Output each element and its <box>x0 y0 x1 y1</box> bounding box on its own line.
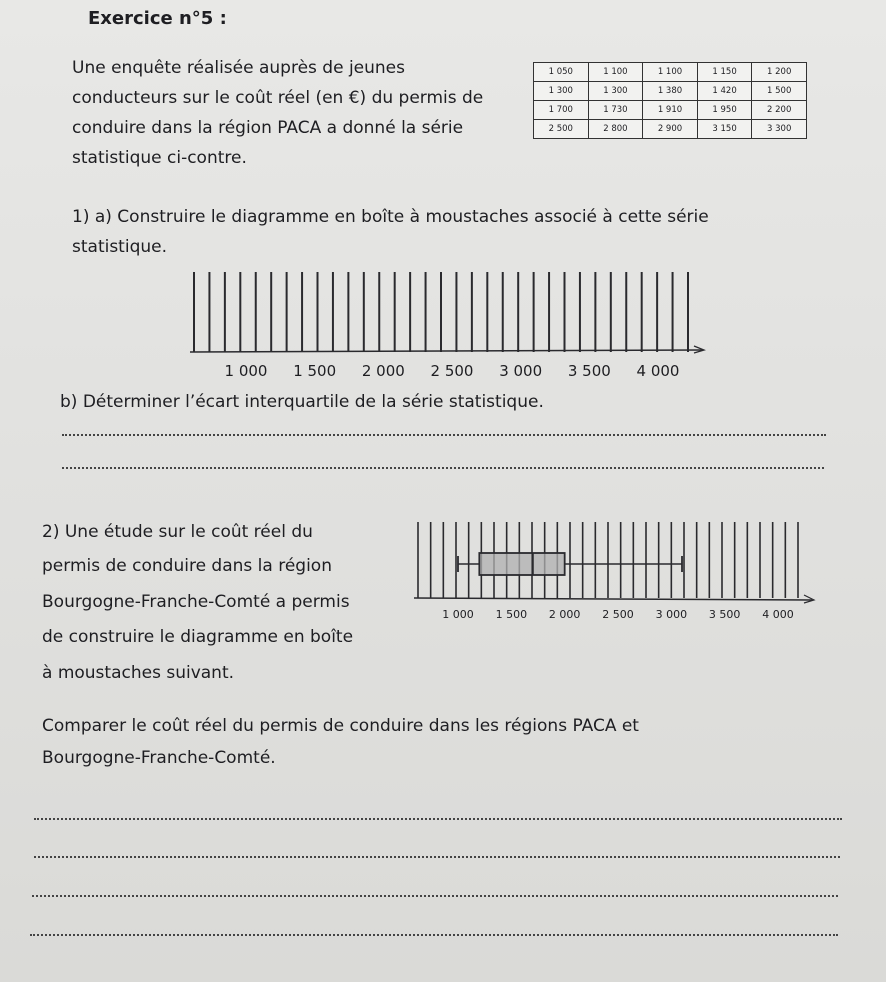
axis2-tick-label: 3 000 <box>655 608 688 621</box>
table-cell: 1 950 <box>697 101 752 120</box>
axis-line <box>414 598 812 600</box>
table-cell: 1 380 <box>643 82 698 101</box>
axis2-tick-label: 2 500 <box>602 608 634 621</box>
q2-line-5: à moustaches suivant. <box>42 663 235 683</box>
axis2-tick-label: 1 500 <box>495 608 528 621</box>
intro-line-3: conduire dans la région PACA a donné la série <box>72 118 464 138</box>
table-cell: 1 300 <box>534 82 589 101</box>
compare-line-1: Comparer le coût réel du permis de conduire dans les régions PACA et <box>42 716 639 736</box>
axis1-tick-label: 2 500 <box>430 362 474 380</box>
q1a-line-1: 1) a) Construire le diagramme en boîte à moustaches associé à cette série <box>72 207 709 227</box>
axis2-tick-label: 4 000 <box>762 608 794 621</box>
q2-line-2: permis de conduire dans la région <box>42 556 332 576</box>
answer-line[interactable] <box>32 895 838 897</box>
answer-line[interactable] <box>30 934 838 936</box>
q2-line-4: de construire le diagramme en boîte <box>42 627 354 647</box>
q1a-line-2: statistique. <box>72 237 168 257</box>
table-cell: 1 100 <box>643 63 698 82</box>
table-cell: 1 300 <box>588 82 643 101</box>
table-cell: 1 050 <box>534 63 589 82</box>
box-q1-q3 <box>479 553 564 575</box>
table-cell: 1 700 <box>534 101 589 120</box>
axis1-tick-label: 3 000 <box>499 362 543 380</box>
intro-line-1: Une enquête réalisée auprès de jeunes <box>72 58 406 78</box>
q1b-text: b) Déterminer l’écart interquartile de la série statistique. <box>60 392 544 412</box>
table-cell: 2 900 <box>643 120 698 139</box>
axis1-tick-label: 3 500 <box>567 362 611 380</box>
table-cell: 2 500 <box>534 120 589 139</box>
intro-line-4: statistique ci-contre. <box>72 148 247 168</box>
table-cell: 1 730 <box>588 101 643 120</box>
q2-line-3: Bourgogne-Franche-Comté a permis <box>42 592 350 612</box>
table-cell: 2 800 <box>588 120 643 139</box>
table-cell: 1 910 <box>643 101 698 120</box>
axis1-tick-label: 1 500 <box>293 362 337 380</box>
axis2-tick-label: 2 000 <box>548 608 581 621</box>
axis-arrow <box>804 595 814 603</box>
table-cell: 1 150 <box>697 63 752 82</box>
table-cell: 2 200 <box>752 101 807 120</box>
axis2-tick-label: 1 000 <box>442 608 474 621</box>
table-cell: 1 200 <box>752 63 807 82</box>
axis1-tick-label: 2 000 <box>361 362 405 380</box>
compare-line-2: Bourgogne-Franche-Comté. <box>42 748 276 768</box>
axis1-tick-label: 1 000 <box>224 362 268 380</box>
table-cell: 1 500 <box>752 82 807 101</box>
axis2-tick-label: 3 500 <box>708 608 741 621</box>
table-cell: 3 300 <box>752 120 807 139</box>
axis1-tick-label: 4 000 <box>636 362 680 380</box>
answer-line[interactable] <box>34 818 842 820</box>
table-cell: 1 420 <box>697 82 752 101</box>
exercise-title: Exercice n°5 : <box>88 8 227 29</box>
intro-line-2: conducteurs sur le coût réel (en €) du permis de <box>72 88 484 108</box>
table-cell: 1 100 <box>588 63 643 82</box>
answer-line[interactable] <box>34 856 840 858</box>
table-cell: 3 150 <box>697 120 752 139</box>
q2-line-1: 2) Une étude sur le coût réel du <box>42 522 313 542</box>
